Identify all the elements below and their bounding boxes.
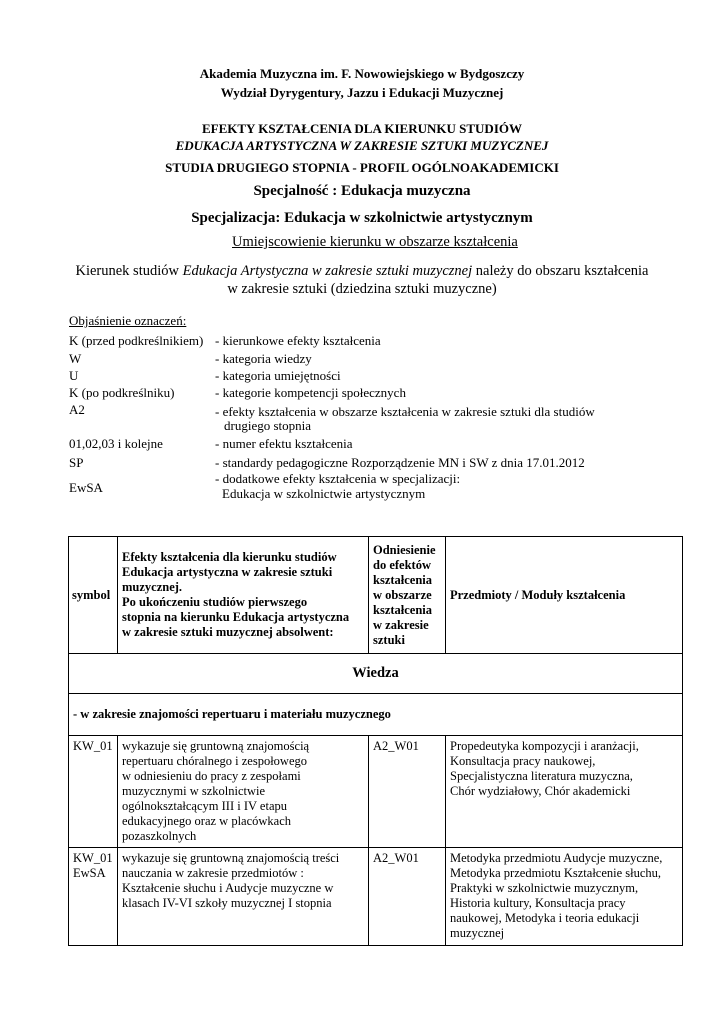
table-header-row xyxy=(69,537,683,654)
intro-line-1: Kierunek studiów Edukacja Artystyczna w zakresie sztuki muzycznej należy do obszaru kształcenia xyxy=(75,263,649,279)
legend-value: - kierunkowe efekty kształcenia xyxy=(215,333,381,348)
row-reference: A2_W01 xyxy=(369,736,446,848)
row-symbol: KW_01 xyxy=(69,736,118,848)
header-reference: Odniesienie do efektów kształcenia w obszarze kształcenia w zakresie sztuki xyxy=(369,537,446,654)
legend-value: - efekty kształcenia w obszarze kształcenia w zakresie sztuki dla studiów xyxy=(215,404,595,419)
legend-title: Objaśnienie oznaczeń: xyxy=(69,313,187,328)
legend-key: SP xyxy=(69,455,84,470)
header-effects: Efekty kształcenia dla kierunku studiów Edukacja artystyczna w zakresie sztuki muzycznej. Po ukończeniu studiów pierwszego stopnia na kierunku Edukacja artystyczna w zakresie sztuki muzycznej absolwent: xyxy=(118,537,369,654)
legend-key: K (przed podkreślnikiem) xyxy=(69,333,204,348)
table-row xyxy=(69,848,683,946)
legend-value: - standardy pedagogiczne Rozporządzenie MN i SW z dnia 17.01.2012 xyxy=(215,455,585,470)
learning-outcomes-table xyxy=(68,536,683,946)
legend-key: W xyxy=(69,351,82,366)
specialization: Specjalizacja: Edukacja w szkolnictwie artystycznym xyxy=(191,210,533,226)
section-row xyxy=(69,654,683,694)
area-heading: Umiejscowienie kierunku w obszarze kształcenia xyxy=(232,234,518,250)
row-symbol: KW_01 EwSA xyxy=(69,848,118,946)
intro-line-2: w zakresie sztuki (dziedzina sztuki muzyczne) xyxy=(227,281,497,297)
header-symbol: symbol xyxy=(69,537,118,654)
table-row xyxy=(69,736,683,848)
speciality: Specjalność : Edukacja muzyczna xyxy=(253,183,471,199)
legend-key: U xyxy=(69,368,79,383)
row-effect: wykazuje się gruntowną znajomością treści nauczania w zakresie przedmiotów : Kształcenie słuchu i Audycje muzyczne w klasach IV-VI szkoły muzycznej I stopnia xyxy=(118,848,369,946)
study-level: STUDIA DRUGIEGO STOPNIA - PROFIL OGÓLNOAKADEMICKI xyxy=(165,160,559,175)
row-subjects: Metodyka przedmiotu Audycje muzyczne, Metodyka przedmiotu Kształcenie słuchu, Praktyki w szkolnictwie muzycznym, Historia kultury, Konsultacja pracy naukowej, Metodyka i teoria edukacji muzycznej xyxy=(446,848,683,946)
header-subjects: Przedmioty / Moduły kształcenia xyxy=(446,537,683,654)
row-subjects: Propedeutyka kompozycji i aranżacji, Konsultacja pracy naukowej, Specjalistyczna literatura muzyczna, Chór wydziałowy, Chór akademicki xyxy=(446,736,683,848)
legend-value: - numer efektu kształcenia xyxy=(215,436,353,451)
legend-key: K (po podkreślniku) xyxy=(69,385,175,400)
legend-value-cont: drugiego stopnia xyxy=(224,418,312,433)
section-title: Wiedza xyxy=(69,654,683,694)
legend-value: - kategoria umiejętności xyxy=(215,368,341,383)
document-title: EFEKTY KSZTAŁCENIA DLA KIERUNKU STUDIÓW xyxy=(201,121,522,136)
legend-value: - kategorie kompetencji społecznych xyxy=(215,385,406,400)
row-effect: wykazuje się gruntowną znajomością repertuaru chóralnego i zespołowego w odniesieniu do pracy z zespołami muzycznymi w szkolnictwie ogólnokształcącym III i IV etapu edukacyjnego oraz w placówkach pozaszkolnych xyxy=(118,736,369,848)
faculty-name: Wydział Dyrygentury, Jazzu i Edukacji Muzycznej xyxy=(220,85,504,100)
subsection-title: - w zakresie znajomości repertuaru i materiału muzycznego xyxy=(69,694,683,736)
legend-key: EwSA xyxy=(69,480,103,495)
legend-value: - dodatkowe efekty kształcenia w specjalizacji: xyxy=(215,471,461,486)
institution-name: Akademia Muzyczna im. F. Nowowiejskiego w Bydgoszczy xyxy=(199,66,525,81)
row-reference: A2_W01 xyxy=(369,848,446,946)
legend-value-cont: Edukacja w szkolnictwie artystycznym xyxy=(222,486,426,501)
field-of-study: EDUKACJA ARTYSTYCZNA W ZAKRESIE SZTUKI MUZYCZNEJ xyxy=(175,138,549,153)
legend-key: 01,02,03 i kolejne xyxy=(69,436,163,451)
legend-value: - kategoria wiedzy xyxy=(215,351,312,366)
legend-key: A2 xyxy=(69,402,85,417)
subsection-row xyxy=(69,694,683,736)
